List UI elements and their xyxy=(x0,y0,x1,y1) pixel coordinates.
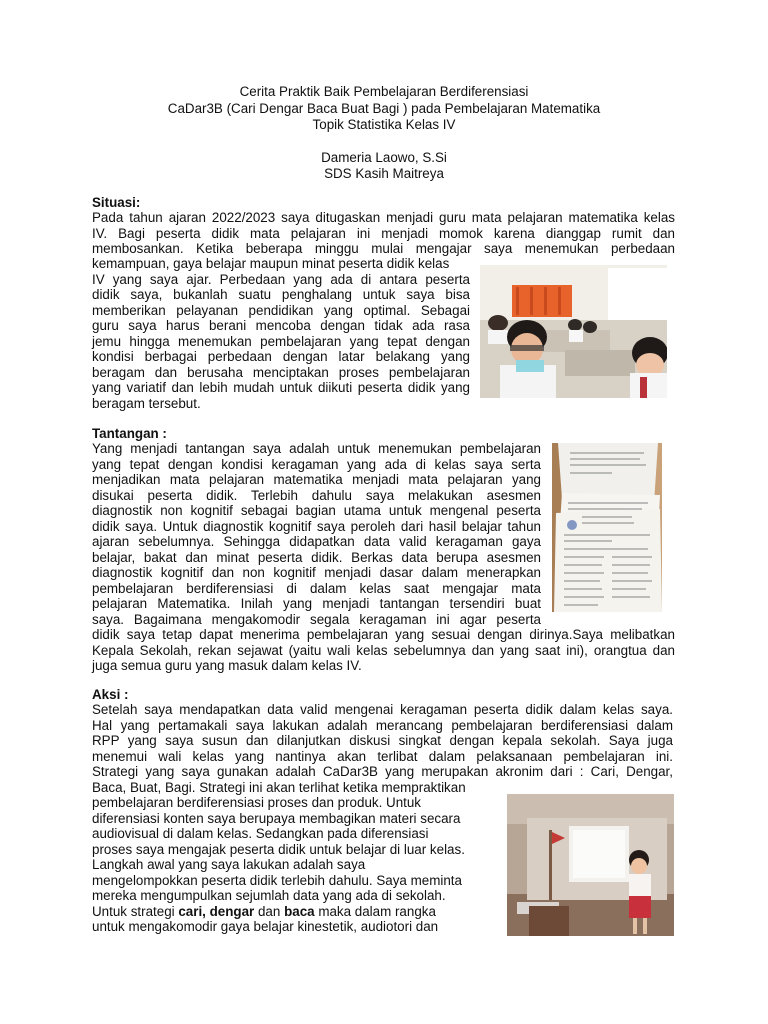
text-line: mengelompokkan peserta didik terlebih dahulu. Saya meminta xyxy=(92,872,462,888)
text-line: yang tepat dengan kondisi keragaman yang ada di kelas saya serta xyxy=(92,456,541,472)
text-line: ajaran sebelumnya. Sehingga didapatkan data valid keragaman gaya xyxy=(92,534,541,549)
text-line: menjadikan mata pelajaran matematika menjadi mata pelajaran yang xyxy=(92,472,541,487)
text-line: Hal yang pertamakali saya lakukan adalah merancang pembelajaran berdiferensiasi dalam xyxy=(92,717,673,733)
text-line: kemampuan, gaya belajar maupun minat peserta didik kelas xyxy=(92,256,450,271)
assessment-papers-image xyxy=(552,443,662,612)
text-line: Langkah awal yang saya lakukan adalah saya xyxy=(92,857,366,872)
text-line: pembelajaran berdiferensiasi di dalam kelas saat mengajar mata xyxy=(92,580,541,596)
text-line: IV. Bagi peserta didik mata pelajaran ini menjadi momok karena dianggap rumit dan xyxy=(92,225,675,241)
presentation-photo xyxy=(507,794,674,936)
text-line: pembelajaran berdiferensiasi proses dan produk. Untuk xyxy=(92,795,422,810)
text-line: IV yang saya ajar. Perbedaan yang ada di antara peserta xyxy=(92,271,470,287)
situasi-paragraph-full xyxy=(92,210,675,257)
bold-run: baca xyxy=(284,903,315,919)
text-line: diferensiasi konten saya berupaya membagikan materi secara xyxy=(92,810,461,826)
text-line: Setelah saya mendapatkan data valid mengenai keragaman peserta didik dalam kelas saya. xyxy=(92,702,673,717)
situasi-heading: Situasi: xyxy=(92,195,141,210)
text-line: RPP yang saya susun dan dilanjutkan diskusi singkat dengan kepala sekolah. Saya juga xyxy=(92,733,673,748)
title-line-1: Cerita Praktik Baik Pembelajaran Berdiferensiasi xyxy=(239,84,529,99)
text-line: menemui wali kelas yang nantinya akan terlibat dalam pelaksanaan pembelajaran ini. xyxy=(92,748,673,764)
aksi-paragraph-full xyxy=(92,702,673,780)
school-name: SDS Kasih Maitreya xyxy=(324,166,444,181)
text-line: mereka mengumpulkan sejumlah data yang ada di sekolah. xyxy=(92,888,446,903)
aksi-paragraph-wrap xyxy=(92,780,492,935)
text-line: Baca, Buat, Bagi. Strategi ini akan terlihat ketika mempraktikan xyxy=(92,779,466,795)
text-run: Untuk strategi xyxy=(92,903,179,919)
text-line: Kepala Sekolah, rekan sejawat (yaitu wali kelas sebelumnya dan yang saat ini), orangtua dan xyxy=(92,642,675,658)
text-line: proses saya mengajak peserta didik untuk belajar di luar kelas. xyxy=(92,841,465,857)
text-line: didik saya, bukanlah suatu penghalang untuk saya bisa xyxy=(92,287,470,302)
text-line: belajar, bakat dan minat peserta didik. Berkas data berupa asesmen xyxy=(92,549,541,565)
tantangan-paragraph-wrap xyxy=(92,441,541,627)
author-name: Dameria Laowo, S.Si xyxy=(321,149,447,165)
text-line: Pada tahun ajaran 2022/2023 saya ditugaskan menjadi guru mata pelajaran matematika kelas xyxy=(92,210,675,225)
text-line: diagnostik non kognitif sebagai bagian utama untuk mengenal peserta xyxy=(92,503,541,518)
text-line: beragam dan berusaha menciptakan proses pembelajaran xyxy=(92,364,470,380)
text-line: kondisi berbagai perbedaan dengan latar belakang yang xyxy=(92,349,470,364)
title-block xyxy=(0,84,768,183)
classroom-photo-image xyxy=(480,265,667,398)
title-line-3: Topik Statistika Kelas IV xyxy=(312,117,456,132)
situasi-paragraph-wrap xyxy=(92,256,470,411)
text-line: Yang menjadi tantangan saya adalah untuk menemukan pembelajaran xyxy=(92,441,541,456)
text-line: membosankan. Ketika beberapa minggu mulai mengajar saya menemukan perbedaan xyxy=(92,241,675,256)
text-line: disukai peserta didik. Terlebih dahulu saya melakukan asesmen xyxy=(92,487,541,503)
aksi-heading: Aksi : xyxy=(92,687,129,702)
classroom-photo xyxy=(480,265,667,398)
title-line-2: CaDar3B (Cari Dengar Baca Buat Bagi ) pada Pembelajaran Matematika xyxy=(167,100,601,116)
text-line: saya. Bagaimana mengakomodir segala keragaman ini agar peserta xyxy=(92,611,541,627)
text-line: guru saya harus berani mencoba dengan tidak ada rasa xyxy=(92,318,470,333)
text-line: didik saya. Untuk diagnostik kognitif saya peroleh dari hasil belajar tahun xyxy=(92,518,541,534)
text-line: diagnostik kognitif dan non kognitif menjadi dasar dalam menerapkan xyxy=(92,565,541,580)
text-line: Strategi yang saya gunakan adalah CaDar3B yang merupakan akronim dari : Cari, Dengar, xyxy=(92,764,673,779)
text-line: jemu hingga menemukan pembelajaran yang tepat dengan xyxy=(92,333,470,349)
text-line: didik saya tetap dapat menerima pembelajaran yang sesuai dengan dirinya.Saya melibatkan xyxy=(92,627,675,642)
assessment-papers-photo xyxy=(552,443,662,612)
text-line: memberikan pelayanan pendidikan yang optimal. Sebagai xyxy=(92,302,470,318)
text-line: juga semua guru yang masuk dalam kelas IV. xyxy=(92,658,362,673)
text-run: maka dalam rangka xyxy=(314,903,436,919)
text-line: audiovisual di dalam kelas. Sedangkan pada diferensiasi xyxy=(92,826,429,841)
text-line-strategy xyxy=(92,904,492,920)
text-line: yang variatif dan lebih mudah untuk diikuti peserta didik yang xyxy=(92,380,470,395)
text-line: beragam tersebut. xyxy=(92,395,201,411)
text-run: dan xyxy=(254,903,285,919)
text-line: untuk mengakomodir gaya belajar kinestetik, audiotori dan xyxy=(92,919,439,934)
tantangan-paragraph-full xyxy=(92,627,675,674)
tantangan-heading: Tantangan : xyxy=(92,426,167,441)
bold-run: cari, dengar xyxy=(178,903,255,919)
text-line: pelajaran Matematika. Inilah yang menjadi tantangan tersendiri buat xyxy=(92,596,541,611)
presentation-photo-image xyxy=(507,794,674,936)
